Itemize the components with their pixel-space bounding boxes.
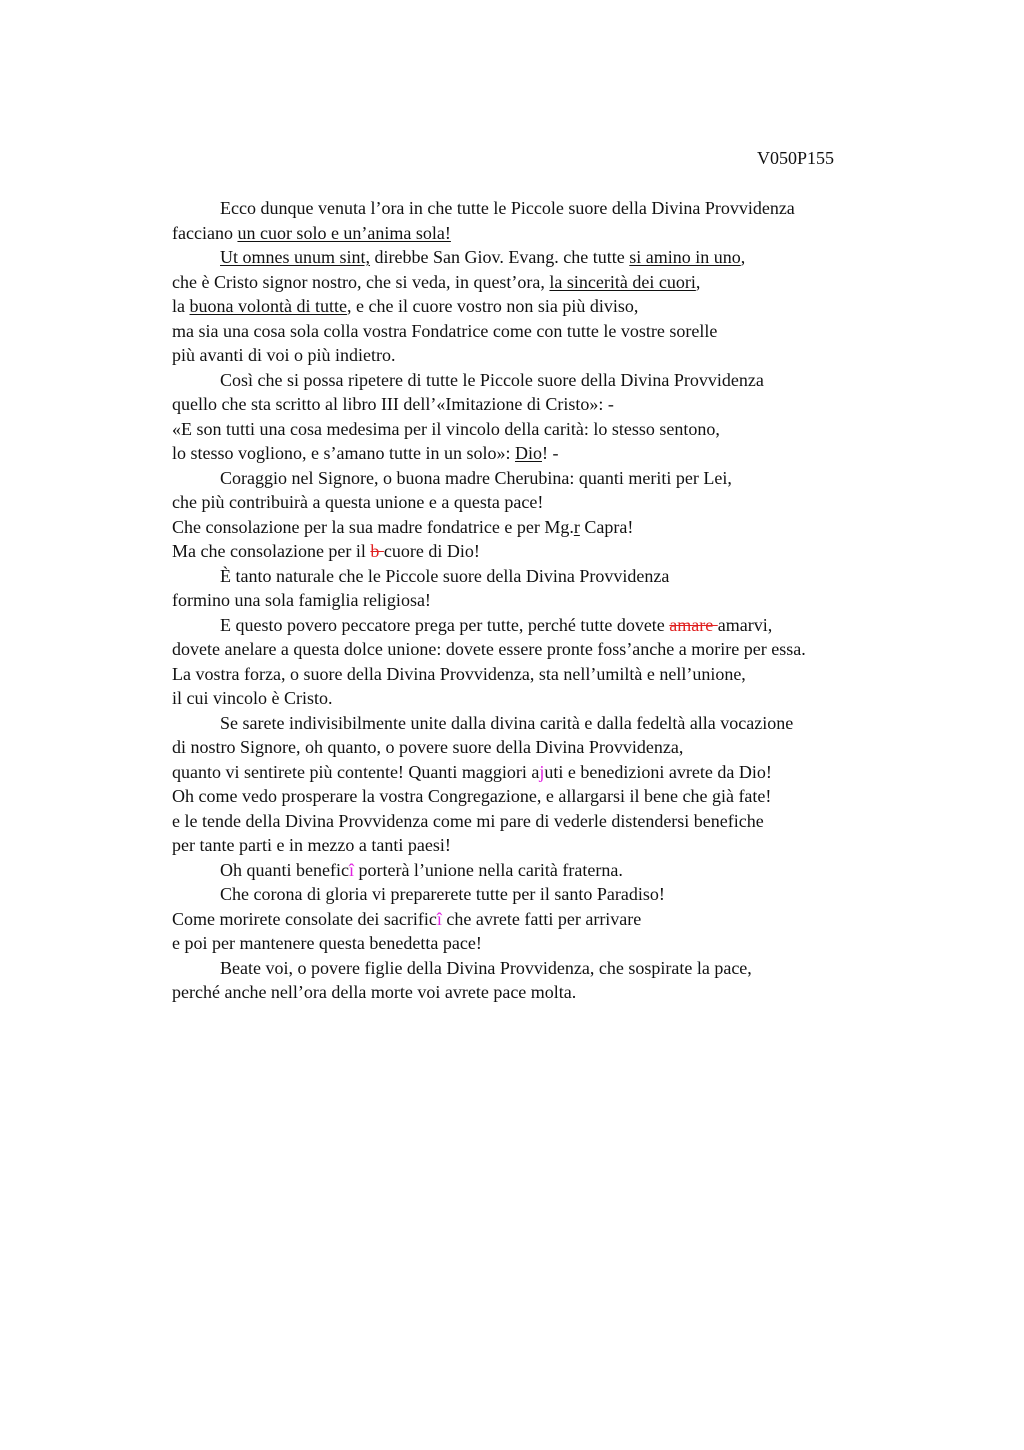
text-segment: dovete anelare a questa dolce unione: dovete essere pronte foss’anche a morire per essa. bbox=[172, 639, 806, 659]
text-segment: il cui vincolo è Cristo. bbox=[172, 688, 333, 708]
underlined-text: Ut omnes unum sint, bbox=[220, 247, 371, 267]
text-line bbox=[172, 392, 806, 417]
text-segment: che è Cristo signor nostro, che si veda, in quest’ora, bbox=[172, 271, 550, 292]
correction-mark: î bbox=[348, 859, 354, 880]
text-segment: E questo povero peccatore prega per tutte, perché tutte dovete bbox=[220, 614, 670, 635]
text-segment: «E son tutti una cosa medesima per il vincolo della carità: lo stesso sentono, bbox=[172, 418, 720, 439]
underlined-text: r bbox=[573, 516, 580, 537]
text-segment: , bbox=[695, 271, 701, 292]
text-line bbox=[172, 270, 806, 295]
underlined-text: la sincerità dei cuori bbox=[549, 271, 696, 292]
page-identifier: V050P155 bbox=[757, 148, 835, 168]
underlined-text: un cuor solo e un’anima sola! bbox=[237, 222, 451, 243]
correction-mark: j bbox=[539, 761, 545, 782]
text-line bbox=[172, 833, 806, 858]
text-segment: lo stesso vogliono, e s’amano tutte in un solo»: bbox=[172, 443, 515, 463]
text-line bbox=[172, 980, 806, 1005]
text-segment: di nostro Signore, oh quanto, o povere suore della Divina Provvidenza, bbox=[172, 737, 684, 757]
text-segment: la bbox=[172, 296, 190, 316]
text-segment: Capra! bbox=[579, 516, 634, 537]
text-line bbox=[172, 245, 806, 270]
text-segment: per tante parti e in mezzo a tanti paesi! bbox=[172, 835, 451, 855]
letter-body bbox=[172, 196, 806, 1005]
text-line bbox=[172, 466, 806, 491]
underlined-text: buona volontà di tutte bbox=[189, 296, 347, 316]
deleted-text: b bbox=[370, 541, 384, 561]
text-line bbox=[172, 368, 806, 393]
text-segment: cuore di Dio! bbox=[383, 541, 480, 561]
text-line bbox=[172, 686, 806, 711]
text-segment: Oh quanti benefic bbox=[220, 859, 349, 880]
text-line bbox=[172, 319, 806, 344]
text-segment: Oh come vedo prosperare la vostra Congregazione, e allargarsi il bene che già fate! bbox=[172, 786, 772, 806]
correction-mark: î bbox=[436, 908, 442, 929]
text-line bbox=[172, 711, 806, 736]
text-line bbox=[172, 956, 806, 981]
text-segment: Ecco dunque venuta l’ora in che tutte le Piccole suore della Divina Provvidenza bbox=[220, 198, 795, 218]
text-segment: direbbe San Giov. Evang. che tutte bbox=[370, 247, 630, 267]
text-segment: La vostra forza, o suore della Divina Provvidenza, sta nell’umiltà e nell’unione, bbox=[172, 663, 746, 684]
text-line bbox=[172, 196, 806, 221]
text-line bbox=[172, 564, 806, 589]
text-segment: che più contribuirà a questa unione e a questa pace! bbox=[172, 492, 544, 512]
text-segment: Se sarete indivisibilmente unite dalla divina carità e dalla fedeltà alla vocazione bbox=[220, 712, 794, 733]
text-line bbox=[172, 441, 806, 466]
text-line bbox=[172, 588, 806, 613]
text-segment: e poi per mantenere questa benedetta pace! bbox=[172, 933, 482, 953]
text-line bbox=[172, 735, 806, 760]
text-segment: amarvi, bbox=[717, 614, 773, 635]
text-line bbox=[172, 539, 806, 564]
text-segment: facciano bbox=[172, 222, 238, 243]
text-line bbox=[172, 809, 806, 834]
text-segment: più avanti di voi o più indietro. bbox=[172, 345, 396, 365]
text-segment: quanto vi sentirete più contente! Quanti maggiori a bbox=[172, 761, 540, 782]
text-line bbox=[172, 221, 806, 246]
text-segment: ma sia una cosa sola colla vostra Fondatrice come con tutte le vostre sorelle bbox=[172, 320, 718, 341]
text-segment: e le tende della Divina Provvidenza come mi pare di vederle distendersi benefiche bbox=[172, 810, 764, 831]
text-segment: ! - bbox=[541, 443, 559, 463]
text-segment: quello che sta scritto al libro III dell’«Imitazione di Cristo»: - bbox=[172, 394, 614, 414]
text-line bbox=[172, 882, 806, 907]
text-line bbox=[172, 931, 806, 956]
text-segment: Coraggio nel Signore, o buona madre Cherubina: quanti meriti per Lei, bbox=[220, 467, 732, 488]
text-segment: È tanto naturale che le Piccole suore della Divina Provvidenza bbox=[220, 565, 670, 586]
text-segment: , bbox=[740, 247, 746, 267]
text-segment: perché anche nell’ora della morte voi avrete pace molta. bbox=[172, 982, 577, 1002]
text-line bbox=[172, 907, 806, 932]
deleted-text: amare bbox=[669, 614, 718, 635]
text-line bbox=[172, 858, 806, 883]
text-line bbox=[172, 417, 806, 442]
text-segment: Beate voi, o povere figlie della Divina Provvidenza, che sospirate la pace, bbox=[220, 957, 752, 978]
text-line bbox=[172, 613, 806, 638]
text-segment: che avrete fatti per arrivare bbox=[441, 908, 642, 929]
text-line bbox=[172, 662, 806, 687]
text-segment: Che corona di gloria vi preparerete tutte per il santo Paradiso! bbox=[220, 884, 665, 904]
text-segment: Come morirete consolate dei sacrific bbox=[172, 908, 437, 929]
text-line bbox=[172, 760, 806, 785]
text-segment: , e che il cuore vostro non sia più diviso, bbox=[346, 296, 639, 316]
text-segment: uti e benedizioni avrete da Dio! bbox=[544, 761, 772, 782]
text-segment: porterà l’unione nella carità fraterna. bbox=[353, 859, 623, 880]
text-line bbox=[172, 515, 806, 540]
text-line bbox=[172, 784, 806, 809]
text-line bbox=[172, 490, 806, 515]
text-segment: Ma che consolazione per il bbox=[172, 541, 371, 561]
text-line bbox=[172, 343, 806, 368]
text-line bbox=[172, 294, 806, 319]
text-segment: formino una sola famiglia religiosa! bbox=[172, 590, 431, 610]
text-line bbox=[172, 637, 806, 662]
underlined-text: si amino in uno bbox=[629, 247, 741, 267]
underlined-text: Dio bbox=[514, 443, 542, 463]
text-segment: Così che si possa ripetere di tutte le Piccole suore della Divina Provvidenza bbox=[220, 369, 764, 390]
text-segment: Che consolazione per la sua madre fondatrice e per Mg. bbox=[172, 516, 574, 537]
